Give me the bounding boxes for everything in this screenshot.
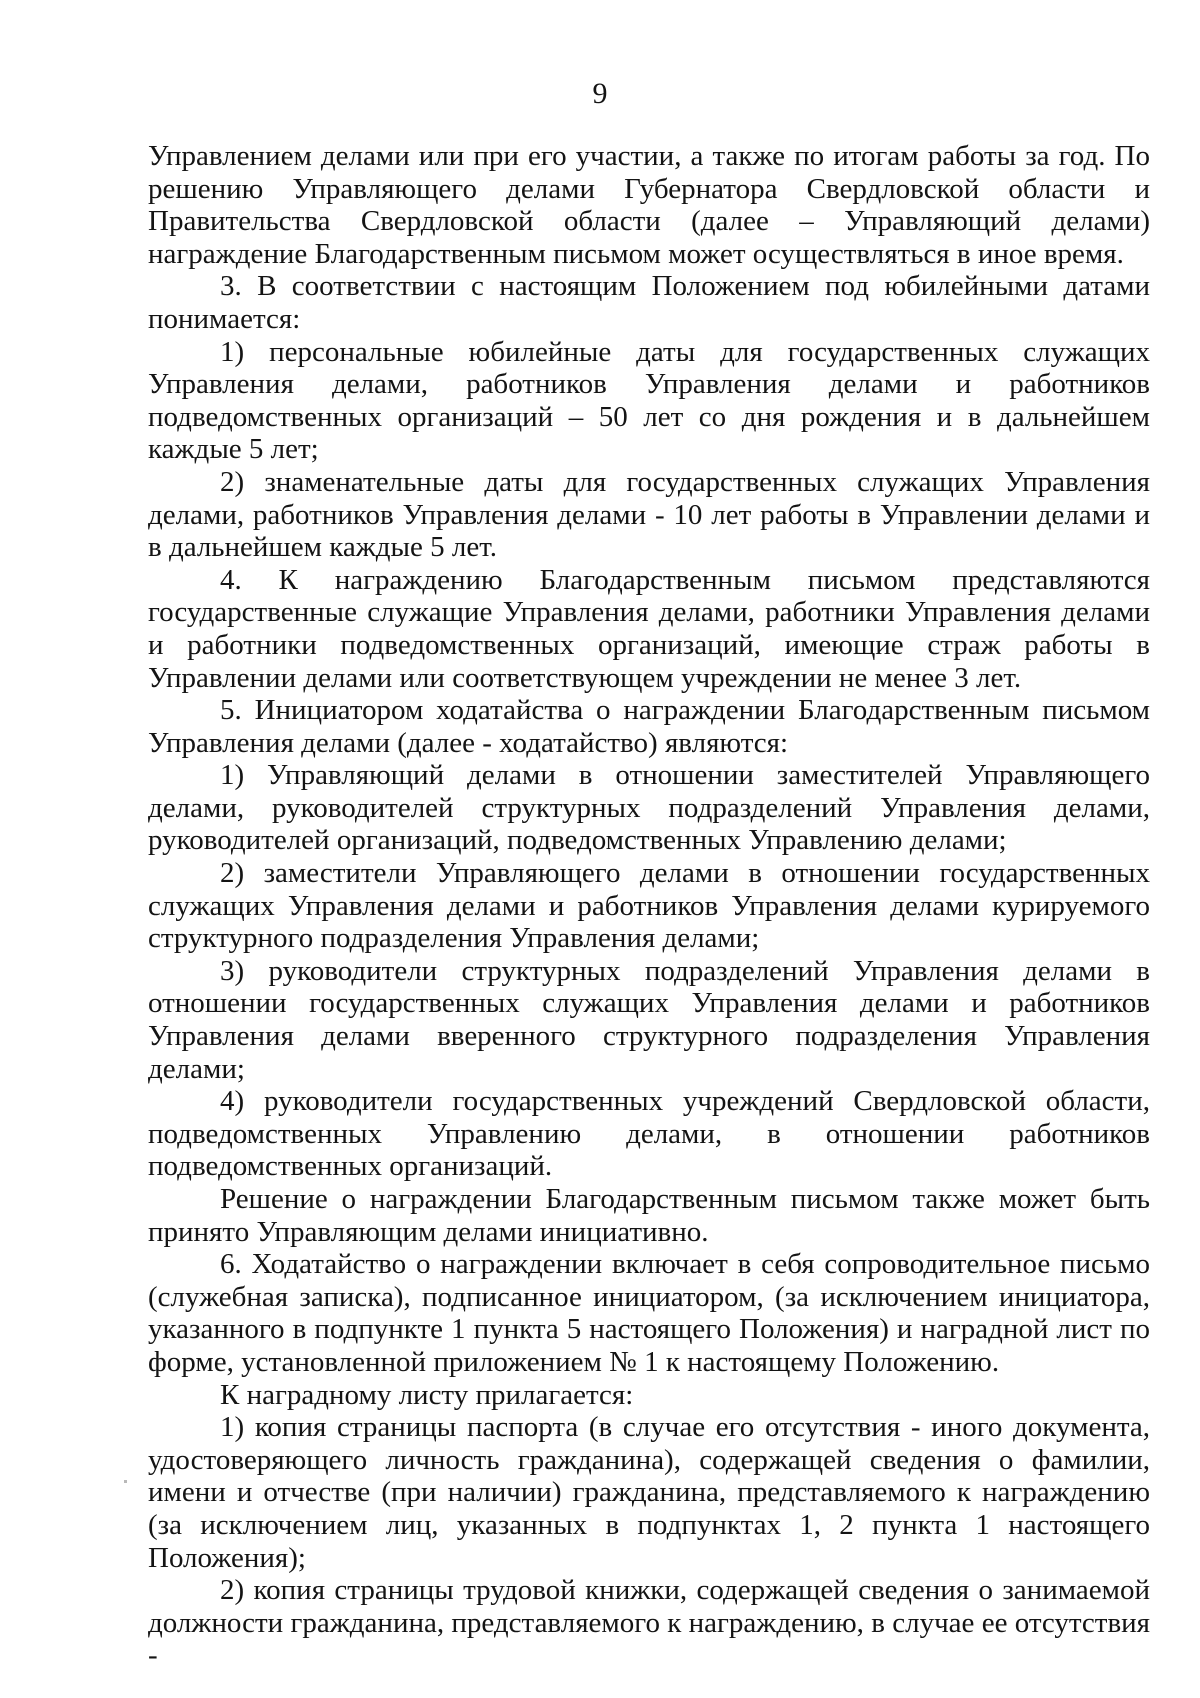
- paragraph-item-6: 6. Ходатайство о награждении включает в себя сопроводительное письмо (служебная записка), подписанное инициатором, (за исключением инициатора, указанного в подпункте 1 пункта 5 настоящего Положения) и наградной лист по форме, установленной приложением № 1 к настоящему Положению.: [148, 1248, 1150, 1378]
- paragraph-subitem-5-3: 3) руководители структурных подразделений Управления делами в отношении государственных служащих Управления делами и работников Управления делами вверенного структурного подразделения Управления делами;: [148, 954, 1150, 1085]
- paragraph-subitem-3-1: 1) персональные юбилейные даты для государственных служащих Управления делами, работников Управления делами и работников подведомственных организаций – 50 лет со дня рождения и в дальнейшем каждые 5 лет;: [148, 335, 1150, 466]
- paragraph-subitem-5-2: 2) заместители Управляющего делами в отношении государственных служащих Управления делами и работников Управления делами курируемого структурного подразделения Управления делами;: [148, 857, 1150, 955]
- paragraph-item-3: 3. В соответствии с настоящим Положением под юбилейными датами понимается:: [148, 270, 1150, 335]
- paragraph-attachment-1: 1) копия страницы паспорта (в случае его отсутствия - иного документа, удостоверяющего личность гражданина), содержащей сведения о фамилии, имени и отчестве (при наличии) гражданина, представляемого к награждению (за исключением лиц, указанных в подпунктах 1, 2 пункта 1 настоящего Положения);: [148, 1411, 1150, 1574]
- paragraph-attachment-2: 2) копия страницы трудовой книжки, содержащей сведения о занимаемой должности гражданина, представляемого к награждению, в случае ее отсутствия -: [148, 1574, 1150, 1672]
- paragraph-subitem-3-2: 2) знаменательные даты для государственных служащих Управления делами, работников Управления делами - 10 лет работы в Управлении делами и в дальнейшем каждые 5 лет.: [148, 465, 1150, 564]
- page-number: 9: [592, 77, 608, 110]
- paragraph-attachments-intro: К наградному листу прилагается:: [220, 1378, 634, 1411]
- paragraph-item-5: 5. Инициатором ходатайства о награждении Благодарственным письмом Управления делами (далее - ходатайство) являются:: [148, 694, 1150, 759]
- paragraph-subitem-5-1: 1) Управляющий делами в отношении заместителей Управляющего делами, руководителей структурных подразделений Управления делами, руководителей организаций, подведомственных Управлению делами;: [148, 759, 1150, 857]
- scan-speck: [124, 1480, 127, 1483]
- paragraph-item-4: 4. К награждению Благодарственным письмом представляются государственные служащие Управления делами, работники Управления делами и работники подведомственных организаций, имеющие страж работы в Управлении делами или соответствующем учреждении не менее 3 лет.: [148, 563, 1150, 694]
- document-body: [148, 140, 1150, 1672]
- paragraph-subitem-5-4: 4) руководители государственных учреждений Свердловской области, подведомственных Управлению делами, в отношении работников подведомственных организаций.: [148, 1085, 1150, 1183]
- paragraph-continuation: Управлением делами или при его участии, а также по итогам работы за год. По решению Управляющего делами Губернатора Свердловской области и Правительства Свердловской области (далее – Управляющий делами) награждение Благодарственным письмом может осуществляться в иное время.: [148, 140, 1150, 270]
- paragraph-decision: Решение о награждении Благодарственным письмом также может быть принято Управляющим делами инициативно.: [148, 1183, 1150, 1248]
